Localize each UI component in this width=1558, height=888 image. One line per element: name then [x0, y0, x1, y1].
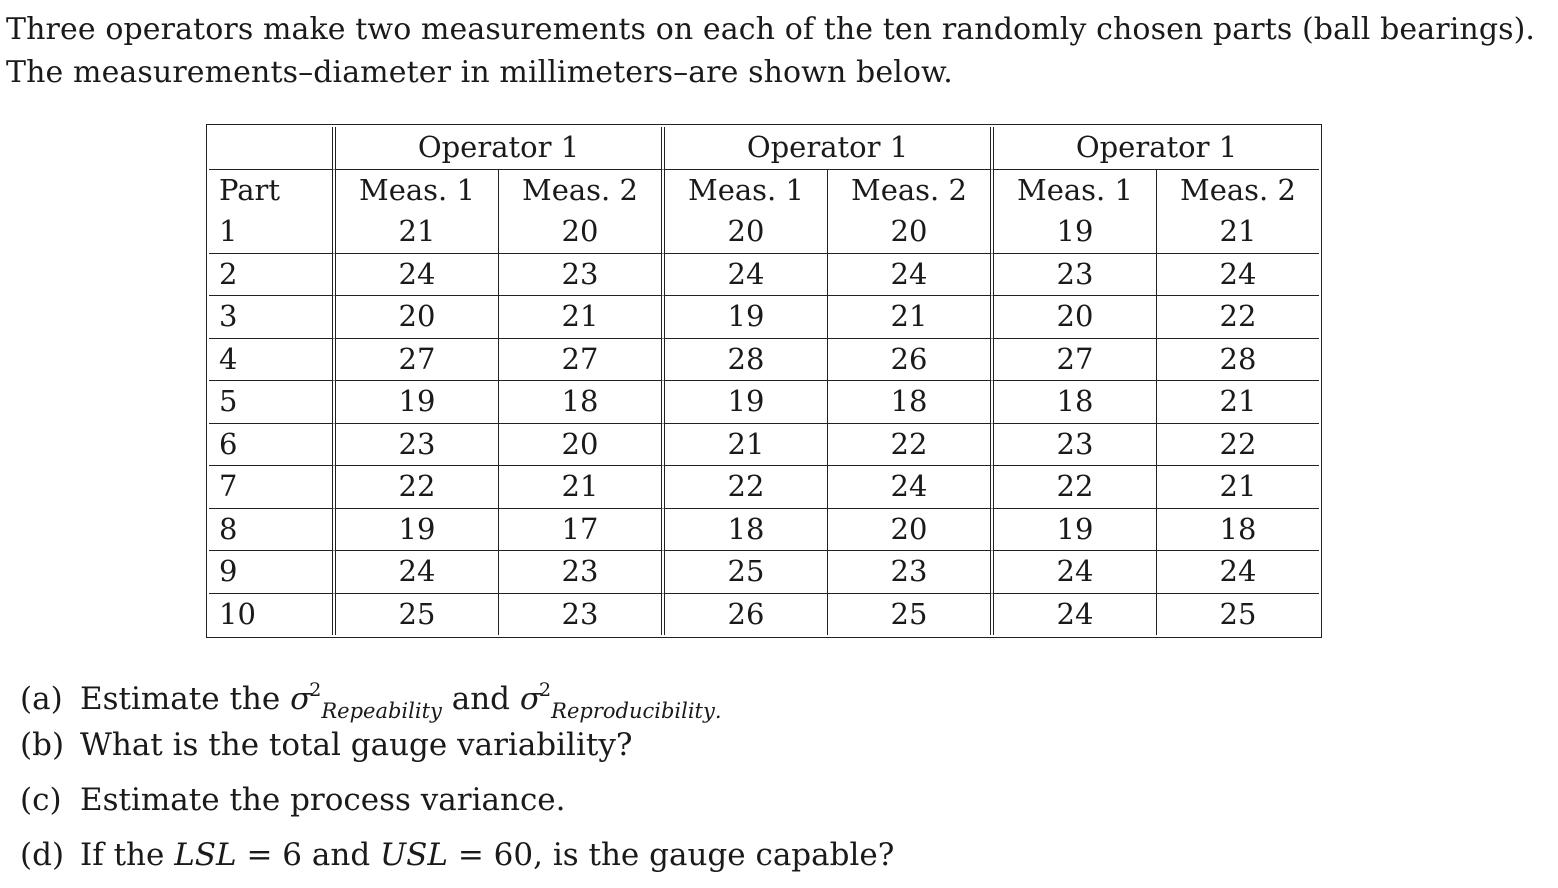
measurement-cell: 24 [994, 594, 1157, 636]
problem-intro: Three operators make two measurements on each of the ten randomly chosen parts (ball bearings). The measurements–diameter in millimeters–are shown below. [6, 12, 1536, 90]
part-header: Part [209, 170, 336, 212]
table-row [209, 339, 1319, 382]
question-label: (c) [20, 782, 62, 818]
measurement-cell: 21 [1157, 466, 1319, 509]
measurement-cell: 24 [1157, 551, 1319, 594]
measurement-cell: 19 [994, 211, 1157, 254]
measurement-cell: 25 [665, 551, 828, 594]
measurement-cell: 17 [499, 509, 665, 552]
measurement-cell: 26 [665, 594, 828, 636]
measurement-cell: 22 [665, 466, 828, 509]
subscript-repeatability: Repeability [321, 699, 442, 723]
measurement-cell: 22 [828, 424, 994, 467]
measurement-table [206, 124, 1322, 638]
measurement-cell: 19 [336, 509, 499, 552]
measurement-cell: 20 [499, 211, 665, 254]
meas-header: Meas. 1 [336, 170, 499, 212]
measurement-cell: 21 [1157, 381, 1319, 424]
measurement-cell: 28 [665, 339, 828, 382]
measurement-cell: 22 [1157, 424, 1319, 467]
measurement-cell: 18 [828, 381, 994, 424]
measurement-cell: 23 [994, 424, 1157, 467]
table-row [209, 509, 1319, 552]
part-number-cell: 6 [209, 424, 336, 467]
measurement-cell: 19 [994, 509, 1157, 552]
measurement-cell: 20 [499, 424, 665, 467]
measurement-cell: 18 [499, 381, 665, 424]
measurement-rows [209, 211, 1319, 635]
part-number-cell: 5 [209, 381, 336, 424]
operator-header-2: Operator 1 [665, 127, 994, 170]
measurement-cell: 23 [499, 594, 665, 636]
question-a-text: and [441, 681, 520, 717]
table-row [209, 254, 1319, 297]
part-number-cell: 4 [209, 339, 336, 382]
table-row [209, 381, 1319, 424]
exponent: 2 [309, 679, 322, 701]
measurement-cell: 21 [665, 424, 828, 467]
measurement-cell: 24 [336, 254, 499, 297]
meas-header: Meas. 2 [828, 170, 994, 212]
measurement-cell: 25 [336, 594, 499, 636]
part-number-cell: 8 [209, 509, 336, 552]
measurement-cell: 23 [336, 424, 499, 467]
measurement-cell: 20 [828, 509, 994, 552]
measurement-cell: 25 [828, 594, 994, 636]
operator-header-row [209, 127, 1319, 170]
measurement-cell: 24 [1157, 254, 1319, 297]
question-label: (b) [20, 727, 65, 763]
measurement-cell: 19 [336, 381, 499, 424]
question-d-text: If the [80, 837, 175, 873]
question-a-text: Estimate the [80, 681, 291, 717]
question-c-text: Estimate the process variance. [80, 782, 566, 818]
measurement-cell: 21 [336, 211, 499, 254]
measurement-cell: 28 [1157, 339, 1319, 382]
question-b [20, 723, 894, 778]
lsl-symbol: LSL [174, 837, 237, 873]
part-number-cell: 1 [209, 211, 336, 254]
measurement-table-wrapper [206, 124, 1322, 638]
measurement-cell: 21 [499, 296, 665, 339]
meas-header: Meas. 2 [499, 170, 665, 212]
measurement-cell: 22 [994, 466, 1157, 509]
measurement-cell: 21 [499, 466, 665, 509]
table-row [209, 424, 1319, 467]
sigma-symbol: σ [519, 681, 542, 717]
table-row [209, 551, 1319, 594]
question-a-period: . [714, 699, 722, 723]
measurement-cell: 21 [828, 296, 994, 339]
meas-header: Meas. 1 [665, 170, 828, 212]
question-d-text: = 60, is the gauge capable? [447, 837, 895, 873]
meas-header: Meas. 2 [1180, 172, 1296, 207]
measurement-cell: 19 [665, 381, 828, 424]
measurement-cell: 23 [499, 551, 665, 594]
measurement-cell: 20 [665, 211, 828, 254]
part-number-cell: 9 [209, 551, 336, 594]
measurement-cell: 20 [994, 296, 1157, 339]
question-label: (a) [20, 681, 63, 717]
measurement-cell: 27 [336, 339, 499, 382]
question-d [20, 833, 894, 888]
measurement-cell: 22 [1157, 296, 1319, 339]
measurement-cell: 22 [336, 466, 499, 509]
question-a [20, 668, 894, 723]
table-row [209, 211, 1319, 254]
operator-header-3: Operator 1 [994, 127, 1319, 170]
table-row [209, 594, 1319, 636]
question-b-text: What is the total gauge variability? [80, 727, 633, 763]
table-row [209, 296, 1319, 339]
part-header-blank [209, 127, 336, 170]
measurement-cell: 25 [1219, 596, 1257, 631]
measurement-cell: 23 [499, 254, 665, 297]
question-label: (d) [20, 837, 65, 873]
measurement-cell: 23 [994, 254, 1157, 297]
measurement-cell: 24 [828, 254, 994, 297]
question-c [20, 778, 894, 833]
measurement-cell: 18 [994, 381, 1157, 424]
measurement-cell: 21 [1157, 211, 1319, 254]
measurement-cell: 27 [499, 339, 665, 382]
usl-symbol: USL [380, 837, 448, 873]
part-number-cell: 2 [209, 254, 336, 297]
part-number-cell: 10 [209, 594, 336, 636]
question-d-text: = 6 and [236, 837, 381, 873]
sigma-symbol: σ [290, 681, 312, 717]
table-row [209, 466, 1319, 509]
measurement-cell: 27 [994, 339, 1157, 382]
measurement-cell: 23 [828, 551, 994, 594]
measurement-cell: 20 [828, 211, 994, 254]
part-number-cell: 7 [209, 466, 336, 509]
measurement-header-row [209, 170, 1319, 212]
subscript-reproducibility: Reproducibility [551, 699, 715, 723]
measurement-cell: 18 [665, 509, 828, 552]
operator-header-1: Operator 1 [336, 127, 665, 170]
measurement-cell: 20 [336, 296, 499, 339]
measurement-cell: 24 [994, 551, 1157, 594]
question-list [20, 668, 894, 888]
measurement-cell: 18 [1157, 509, 1319, 552]
exponent: 2 [539, 679, 552, 701]
measurement-cell: 24 [828, 466, 994, 509]
measurement-cell: 24 [336, 551, 499, 594]
part-number-cell: 3 [209, 296, 336, 339]
meas-header: Meas. 1 [994, 170, 1157, 212]
measurement-cell: 26 [828, 339, 994, 382]
measurement-cell: 24 [665, 254, 828, 297]
measurement-cell: 19 [665, 296, 828, 339]
